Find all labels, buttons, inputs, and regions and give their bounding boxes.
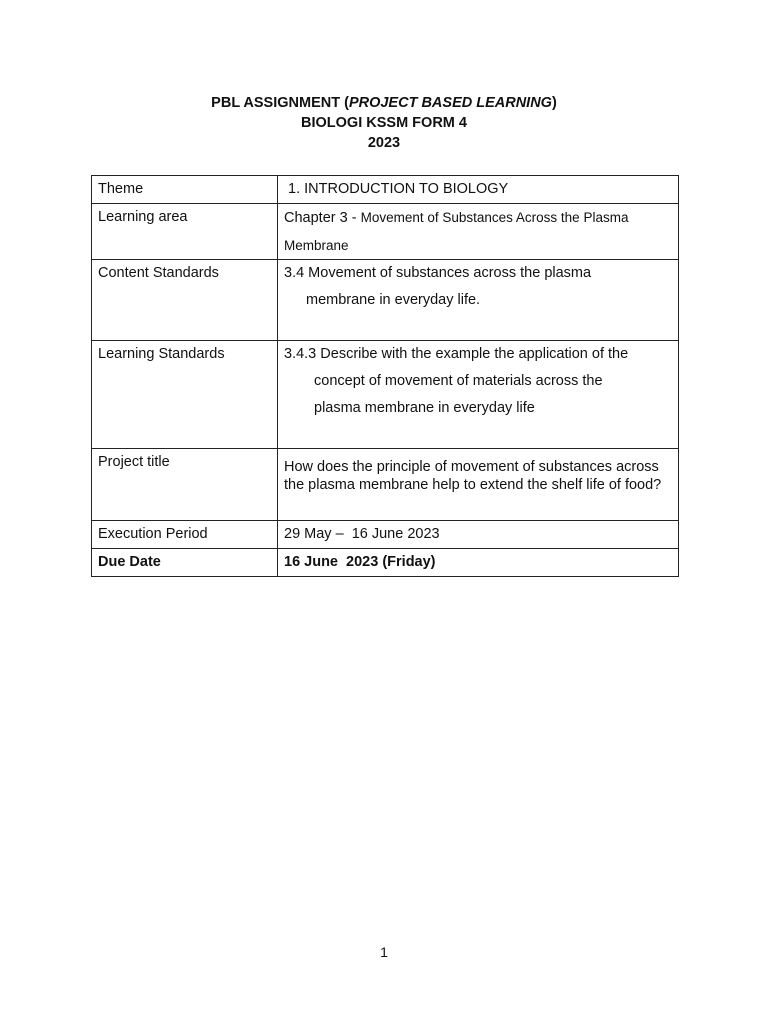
theme-value: 1. INTRODUCTION TO BIOLOGY bbox=[278, 176, 679, 204]
learning-standards-label: Learning Standards bbox=[92, 341, 278, 449]
content-standards-label: Content Standards bbox=[92, 260, 278, 341]
execution-period-value: 29 May – 16 June 2023 bbox=[278, 521, 679, 549]
year-title: 2023 bbox=[367, 135, 401, 151]
page-number: 1 bbox=[380, 944, 388, 960]
due-date-value: 16 June 2023 (Friday) bbox=[278, 549, 679, 577]
row-learning-area bbox=[92, 204, 679, 260]
project-title-label: Project title bbox=[92, 449, 278, 521]
theme-label: Theme bbox=[92, 176, 278, 204]
subject-title: BIOLOGI KSSM FORM 4 bbox=[301, 115, 467, 131]
assignment-title: PBL ASSIGNMENT (PROJECT BASED LEARNING) bbox=[211, 95, 557, 111]
row-execution-period bbox=[92, 521, 679, 549]
learning-standards-value: 3.4.3 Describe with the example the application of the concept of movement of materials across the plasma membrane in everyday life bbox=[278, 341, 679, 449]
assignment-info-table bbox=[91, 175, 679, 577]
row-learning-standards bbox=[92, 341, 679, 449]
row-due-date bbox=[92, 549, 679, 577]
row-content-standards bbox=[92, 260, 679, 341]
execution-period-label: Execution Period bbox=[92, 521, 278, 549]
project-title-value: How does the principle of movement of substances across the plasma membrane help to extend the shelf life of food? bbox=[278, 449, 679, 521]
due-date-label: Due Date bbox=[92, 549, 278, 577]
content-standards-value: 3.4 Movement of substances across the plasma membrane in everyday life. bbox=[278, 260, 679, 341]
row-theme bbox=[92, 176, 679, 204]
learning-area-label: Learning area bbox=[92, 204, 278, 260]
row-project-title bbox=[92, 449, 679, 521]
learning-area-value: Chapter 3 - Movement of Substances Across the Plasma Membrane bbox=[278, 204, 679, 260]
document-header bbox=[0, 93, 768, 153]
